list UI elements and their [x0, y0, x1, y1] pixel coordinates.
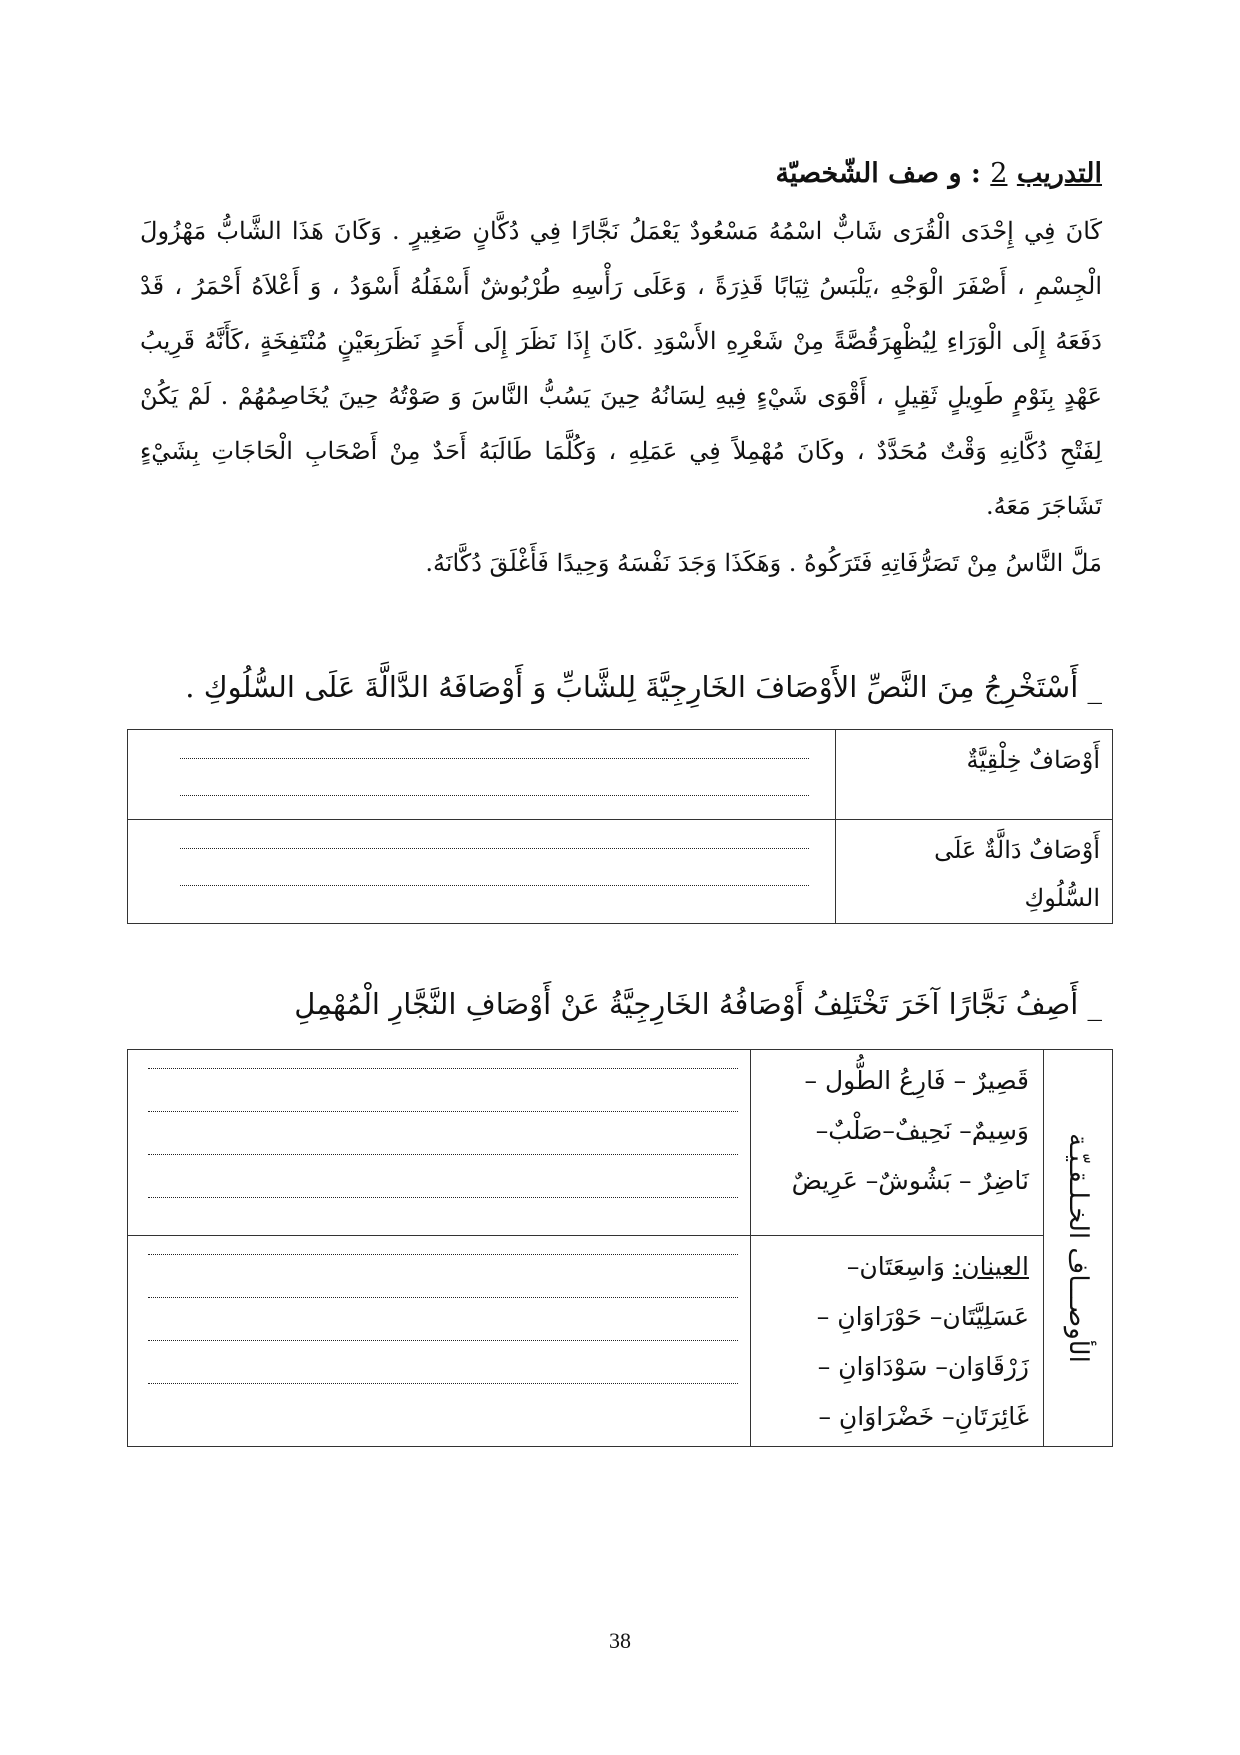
passage-paragraph-2: مَلَّ النَّاسُ مِنْ تَصَرُّفَاتِهِ فَتَرَكُوهُ . وَهَكَذَا وَجَدَ نَفْسَهُ وَحِيدًا فَأَغْلَقَ دُكَّانَهُ. [425, 549, 1102, 577]
answer-line[interactable] [180, 758, 809, 759]
descriptions-table [127, 729, 1113, 924]
eyes-first-option: وَاسِعَتَان– [846, 1252, 953, 1281]
row-label-line-2: السُّلُوكِ [1024, 884, 1100, 912]
answer-line[interactable] [180, 848, 809, 849]
side-label: الأوصـــاف الخـلـقـيّـة [1063, 1133, 1093, 1363]
answer-line[interactable] [148, 1297, 738, 1298]
exercise-topic: و صف الشّخصيّة [775, 158, 962, 189]
word-bank-line [761, 1242, 1029, 1292]
answer-cell[interactable] [128, 1236, 751, 1447]
question-2: _ أَصِفُ نَجَّارًا آخَرَ تَخْتَلِفُ أَوْصَافُهُ الخَارِجِيَّةُ عَنْ أَوْصَافِ النَّجَّارِ الْمُهْمِلِ [294, 987, 1102, 1021]
page-number: 38 [609, 1628, 631, 1653]
word-bank-body [751, 1050, 1044, 1236]
reading-passage [140, 204, 1102, 591]
answer-cell[interactable] [128, 1050, 751, 1236]
answer-line[interactable] [180, 795, 809, 796]
exercise-separator: : [961, 158, 991, 189]
answer-line[interactable] [148, 1197, 738, 1198]
exercise-title [142, 158, 1102, 189]
behavior-traits-label [836, 820, 1113, 924]
table-row [128, 820, 1113, 924]
word-bank-line: وَسِيمٌ– نَحِيفٌ–صَلْبٌ– [815, 1116, 1029, 1145]
answer-line[interactable] [148, 1111, 738, 1112]
answer-line[interactable] [148, 1340, 738, 1341]
answer-line[interactable] [148, 1254, 738, 1255]
table-row [128, 1236, 1113, 1447]
question-1: _ أَسْتَخْرِجُ مِنَ النَّصِّ الأَوْصَافَ الخَارِجِيَّةَ لِلشَّابِّ وَ أَوْصَافَهُ الدَّالَّةَ عَلَى السُّلُوكِ . [185, 670, 1102, 704]
answer-line[interactable] [148, 1068, 738, 1069]
row-label: أَوْصَافٌ خِلْقِيَّةٌ [966, 746, 1100, 774]
passage-paragraph-1: كَانَ فِي إِحْدَى الْقُرَى شَابٌّ اسْمُهُ مَسْعُودٌ يَعْمَلُ نَجَّارًا فِي دُكَّانٍ صَغِيرٍ . وَكَانَ هَذَا الشَّابُّ مَهْزُولَ الْجِسْمِ ، أَصْفَرَ الْوَجْهِ ،يَلْبَسُ ثِيَابًا قَذِرَةً ، وَعَلَى رَأْسِهِ طُرْبُوشٌ أَسْفَلُهُ أَسْوَدُ ، وَ أَعْلاَهُ أَحْمَرُ ، قَدْ دَفَعَهُ إِلَى الْوَرَاءِ لِيُظْهِرَقُصَّةً مِنْ شَعْرِهِ الأَسْوَدِ .كَانَ إِذَا نَظَرَ إِلَى أَحَدٍ نَظَرَبِعَيْنٍ مُنْتَفِخَةٍ ،كَأَنَّهُ قَرِيبُ عَهْدٍ بِنَوْمٍ طَوِيلٍ ثَقِيلٍ ، أَقْوَى شَيْءٍ فِيهِ لِسَانُهُ حِينَ يَسُبُّ النَّاسَ وَ صَوْتُهُ حِينَ يُخَاصِمُهُمْ . لَمْ يَكُنْ لِفَتْحِ دُكَّانِهِ وَقْتٌ مُحَدَّدٌ ، وكَانَ مُهْمِلاً فِي عَمَلِهِ ، وَكُلَّمَا طَالَبَهُ أَحَدٌ مِنْ أَصْحَابِ الْحَاجَاتِ بِشَيْءٍ تَشَاجَرَ مَعَهُ. [140, 217, 1102, 520]
physical-traits-label [836, 730, 1113, 820]
word-bank-line: غَائِرَتَانِ– خَضْرَاوَانِ – [818, 1402, 1029, 1431]
eyes-heading: العينان: [952, 1252, 1029, 1281]
answer-line[interactable] [148, 1154, 738, 1155]
row-label-line-1: أَوْصَافٌ دَالَّةٌ عَلَى [934, 836, 1100, 864]
carpenter-description-table [127, 1049, 1113, 1447]
answer-line[interactable] [148, 1383, 738, 1384]
exercise-number: 2 [990, 158, 1008, 189]
table-row [128, 730, 1113, 820]
word-bank-line: نَاضِرٌ – بَشُوشٌ– عَرِيضٌ [791, 1166, 1029, 1195]
answer-cell[interactable] [128, 730, 836, 820]
word-bank-line: عَسَلِيَّتَان– حَوْرَاوَانِ – [816, 1302, 1029, 1331]
answer-line[interactable] [180, 885, 809, 886]
side-label-cell [1044, 1050, 1113, 1447]
word-bank-eyes [751, 1236, 1044, 1447]
exercise-label: التدريب [1016, 158, 1102, 189]
word-bank-line: قَصِيرٌ – فَارِعُ الطُّول – [804, 1066, 1029, 1095]
answer-cell[interactable] [128, 820, 836, 924]
word-bank-line: زَرْقَاوَان– سَوْدَاوَانِ – [817, 1352, 1029, 1381]
table-row [128, 1050, 1113, 1236]
